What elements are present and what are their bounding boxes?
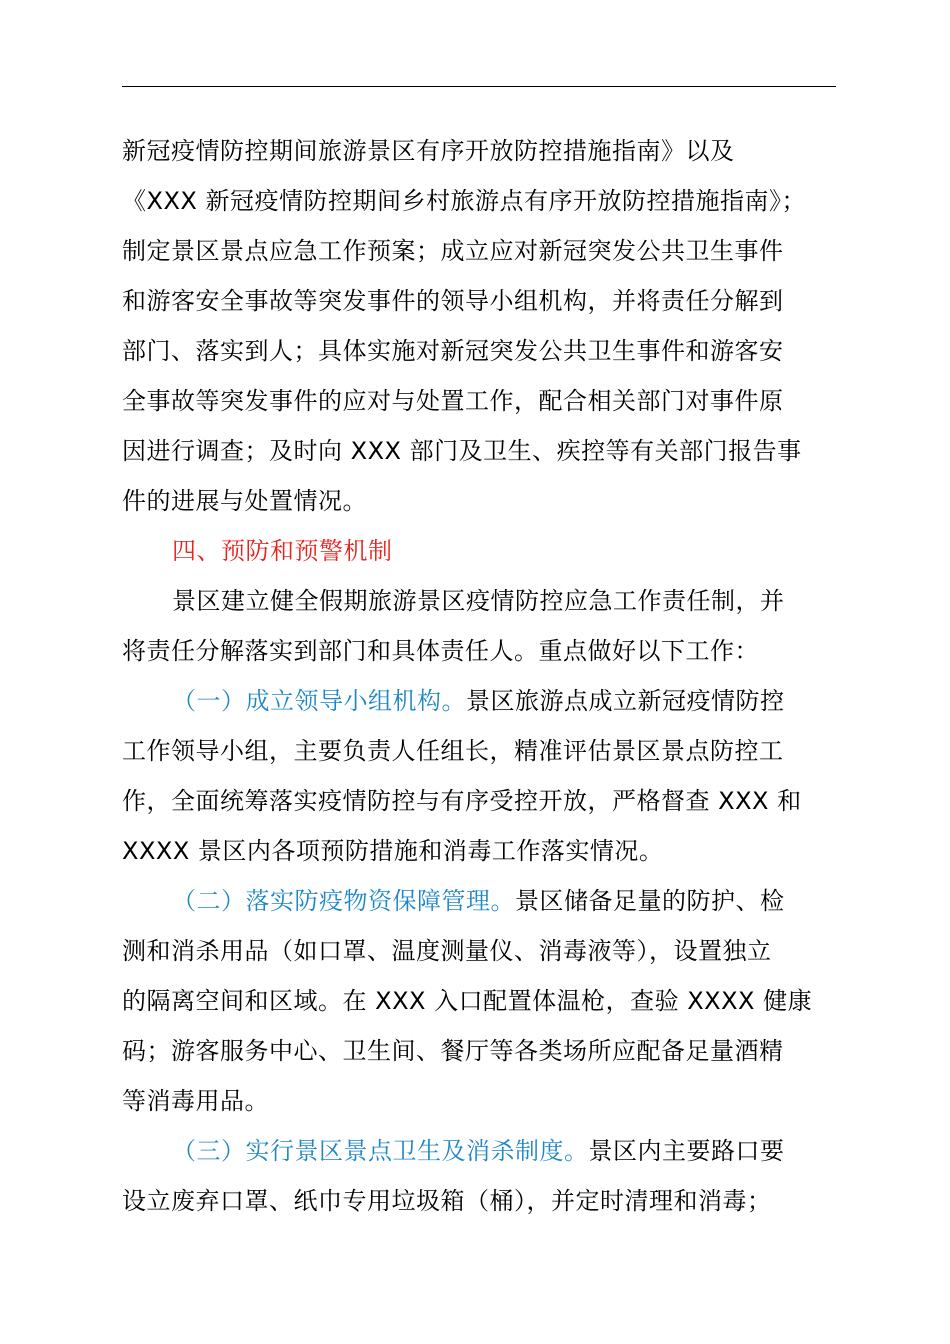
item-first-line bbox=[122, 876, 840, 926]
item-heading: （三）实行景区景点卫生及消杀制度。 bbox=[172, 1137, 589, 1165]
text-line: 码；游客服务中心、卫生间、餐厅等各类场所应配备足量酒精 bbox=[122, 1037, 784, 1065]
text-line: 测和消杀用品（如口罩、温度测量仪、消毒液等），设置独立 bbox=[122, 937, 772, 965]
item-heading: （一）成立领导小组机构。 bbox=[172, 687, 466, 715]
text-line: 作，全面统筹落实疫情防控与有序受控开放，严格督查 XXX 和 bbox=[122, 787, 802, 815]
item-1 bbox=[122, 676, 840, 876]
item-3 bbox=[122, 1126, 840, 1226]
item-heading: （二）落实防疫物资保障管理。 bbox=[172, 887, 515, 915]
text-line: 景区建立健全假期旅游景区疫情防控应急工作责任制，并 bbox=[172, 587, 785, 615]
item-first-line bbox=[122, 1126, 840, 1176]
text-line: 全事故等突发事件的应对与处置工作，配合相关部门对事件原 bbox=[122, 387, 784, 415]
text-line: 因进行调查；及时向 XXX 部门及卫生、疾控等有关部门报告事 bbox=[122, 437, 802, 465]
text-line: 等消毒用品。 bbox=[122, 1087, 269, 1115]
item-text: 景区储备足量的防护、检 bbox=[515, 887, 785, 915]
item-text: 景区内主要路口要 bbox=[588, 1137, 785, 1165]
paragraph-2 bbox=[122, 576, 840, 676]
paragraph-1 bbox=[122, 126, 840, 526]
document-body bbox=[122, 126, 840, 1226]
text-line: 设立废弃口罩、纸巾专用垃圾箱（桶），并定时清理和消毒； bbox=[122, 1187, 772, 1215]
item-2 bbox=[122, 876, 840, 1126]
text-line: 将责任分解落实到部门和具体责任人。重点做好以下工作： bbox=[122, 637, 759, 665]
text-line: 工作领导小组，主要负责人任组长，精准评估景区景点防控工 bbox=[122, 737, 784, 765]
header-rule bbox=[122, 86, 836, 87]
text-line: 新冠疫情防控期间旅游景区有序开放防控措施指南》以及 bbox=[122, 137, 735, 165]
text-line: 部门、落实到人；具体实施对新冠突发公共卫生事件和游客安 bbox=[122, 337, 784, 365]
item-text: 景区旅游点成立新冠疫情防控 bbox=[466, 687, 785, 715]
text-line: 和游客安全事故等突发事件的领导小组机构，并将责任分解到 bbox=[122, 287, 784, 315]
text-line: 的隔离空间和区域。在 XXX 入口配置体温枪，查验 XXXX 健康 bbox=[122, 987, 813, 1015]
text-line: 制定景区景点应急工作预案；成立应对新冠突发公共卫生事件 bbox=[122, 237, 784, 265]
item-first-line bbox=[122, 676, 840, 726]
section-heading: 四、预防和预警机制 bbox=[172, 537, 393, 565]
text-line: 件的进展与处置情况。 bbox=[122, 487, 367, 515]
text-line: 《XXX 新冠疫情防控期间乡村旅游点有序开放防控措施指南》； bbox=[122, 187, 806, 215]
text-line: XXXX 景区内各项预防措施和消毒工作落实情况。 bbox=[122, 837, 664, 865]
